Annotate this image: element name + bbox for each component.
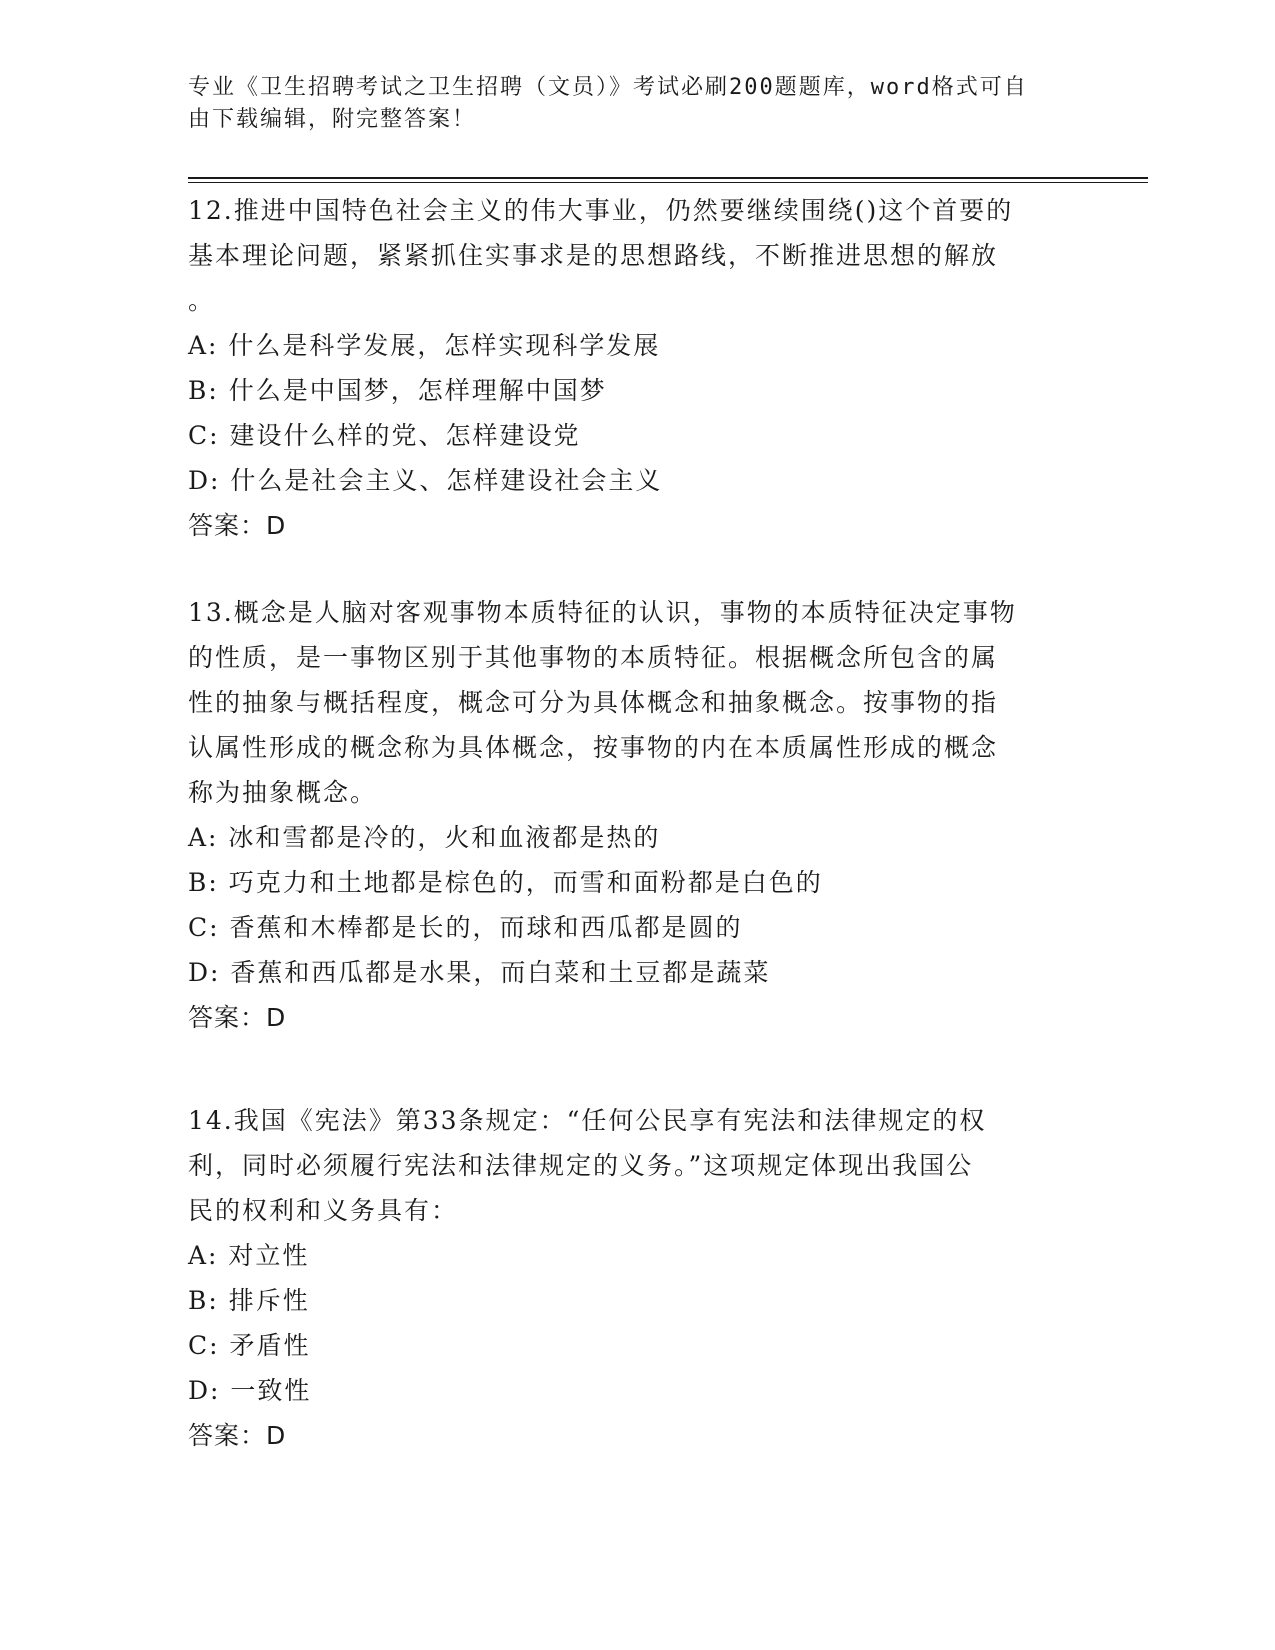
- answer-line: 答案：D: [188, 511, 287, 540]
- question-13: [188, 590, 1068, 1040]
- option-c: C: 建设什么样的党、怎样建设党: [188, 421, 581, 450]
- option-a: A: 冰和雪都是冷的，火和血液都是热的: [188, 823, 661, 852]
- option-d: D: 一致性: [188, 1376, 312, 1405]
- header-divider-thick: [188, 177, 1148, 179]
- option-a: A: 什么是科学发展，怎样实现科学发展: [188, 331, 661, 360]
- question-stem-line: 的性质，是一事物区别于其他事物的本质特征。根据概念所包含的属: [188, 643, 999, 672]
- document-header: [188, 72, 1068, 136]
- header-line-1: 专业《卫生招聘考试之卫生招聘（文员）》考试必刷200题题库，word格式可自: [188, 75, 1028, 100]
- question-stem-line: 民的权利和义务具有：: [188, 1196, 459, 1225]
- option-b: B: 巧克力和土地都是棕色的，而雪和面粉都是白色的: [188, 868, 823, 897]
- question-stem-line: 基本理论问题，紧紧抓住实事求是的思想路线，不断推进思想的解放: [188, 241, 999, 270]
- option-b: B: 什么是中国梦，怎样理解中国梦: [188, 376, 607, 405]
- answer-line: 答案：D: [188, 1421, 287, 1450]
- question-stem-line: 13.概念是人脑对客观事物本质特征的认识，事物的本质特征决定事物: [188, 598, 1017, 627]
- question-stem-line: 认属性形成的概念称为具体概念，按事物的内在本质属性形成的概念: [188, 733, 999, 762]
- question-stem-line: 14.我国《宪法》第33条规定：“任何公民享有宪法和法律规定的权: [188, 1106, 987, 1135]
- option-d: D: 香蕉和西瓜都是水果，而白菜和土豆都是蔬菜: [188, 958, 771, 987]
- option-c: C: 矛盾性: [188, 1331, 311, 1360]
- option-d: D: 什么是社会主义、怎样建设社会主义: [188, 466, 663, 495]
- option-a: A: 对立性: [188, 1241, 310, 1270]
- question-stem-line: 。: [188, 286, 216, 315]
- header-line-2: 由下载编辑，附完整答案！: [188, 107, 477, 132]
- question-stem-line: 利，同时必须履行宪法和法律规定的义务。”这项规定体现出我国公: [188, 1151, 974, 1180]
- question-12: [188, 188, 1068, 548]
- question-14: [188, 1098, 1068, 1458]
- header-divider-thin: [188, 182, 1148, 183]
- question-stem-line: 性的抽象与概括程度，概念可分为具体概念和抽象概念。按事物的指: [188, 688, 999, 717]
- question-stem-line: 12.推进中国特色社会主义的伟大事业，仍然要继续围绕()这个首要的: [188, 196, 1014, 225]
- option-b: B: 排斥性: [188, 1286, 310, 1315]
- question-stem-line: 称为抽象概念。: [188, 778, 378, 807]
- answer-line: 答案：D: [188, 1003, 287, 1032]
- option-c: C: 香蕉和木棒都是长的，而球和西瓜都是圆的: [188, 913, 743, 942]
